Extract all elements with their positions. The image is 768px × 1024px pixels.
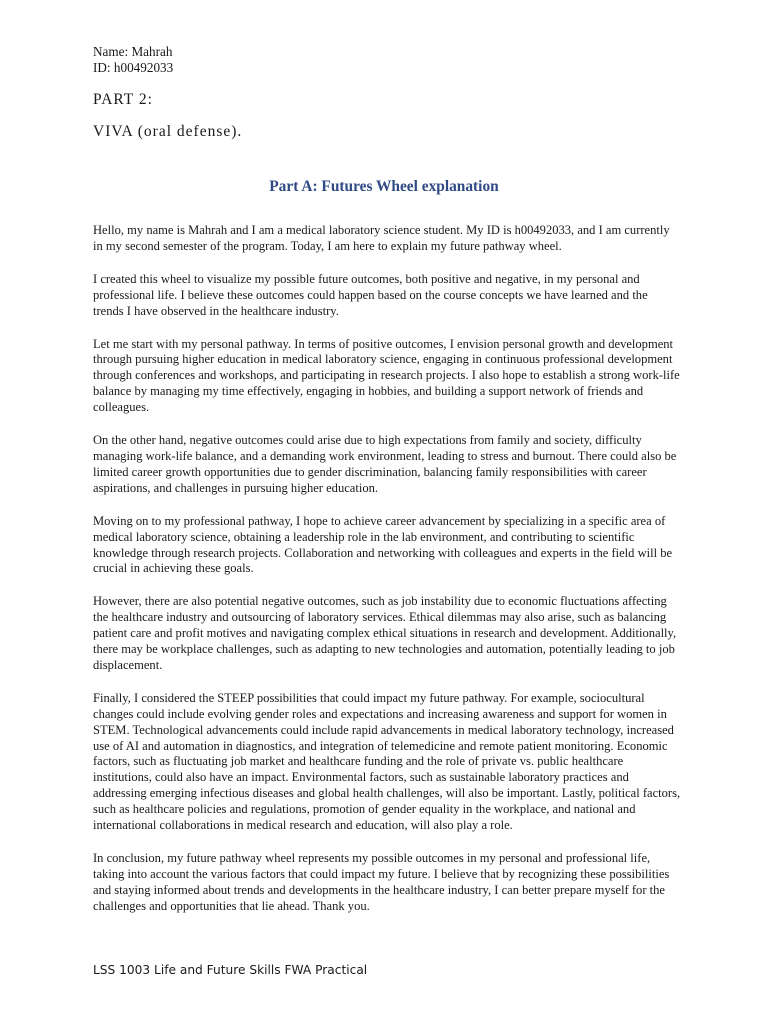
viva-heading: VIVA (oral defense). bbox=[93, 123, 243, 140]
page-footer: LSS 1003 Life and Future Skills FWA Practical bbox=[93, 963, 368, 977]
part-heading: PART 2: bbox=[93, 91, 153, 108]
paragraph-personal-negative: On the other hand, negative outcomes could arise due to high expectations from family and society, difficulty managing work-life balance, and a demanding work environment, leading to stress and burnout. There could also be limited career growth opportunities due to gender discrimination, balancing family responsibilities with career aspirations, and challenges in pursuing higher education. bbox=[93, 433, 677, 495]
paragraph-intro: Hello, my name is Mahrah and I am a medical laboratory science student. My ID is h00492033, and I am currently in my second semester of the program. Today, I am here to explain my future pathway wheel. bbox=[93, 223, 670, 253]
student-name: Name: Mahrah bbox=[93, 44, 173, 59]
body-text bbox=[93, 223, 681, 932]
paragraph-professional-negative: However, there are also potential negative outcomes, such as job instability due to economic fluctuations affecting the healthcare industry and outsourcing of laboratory services. Ethical dilemmas may also arise, such as balancing patient care and profit motives and navigating complex ethical situations in research and development. Additionally, there may be workplace challenges, such as adapting to new technologies and automation, potentially leading to job displacement. bbox=[93, 594, 677, 672]
paragraph-purpose: I created this wheel to visualize my possible future outcomes, both positive and negative, in my personal and professional life. I believe these outcomes could happen based on the course concepts we have learned and the trends I have observed in the healthcare industry. bbox=[93, 271, 648, 318]
paragraph-professional-positive: Moving on to my professional pathway, I hope to achieve career advancement by specializing in a specific area of medical laboratory science, obtaining a leadership role in the lab environment, and contributing to scientific knowledge through research projects. Collaboration and networking with colleagues and experts in the field will be crucial in achieving these goals. bbox=[93, 513, 673, 576]
section-title: Part A: Futures Wheel explanation bbox=[269, 178, 499, 195]
paragraph-conclusion: In conclusion, my future pathway wheel represents my possible outcomes in my personal and professional life, taking into account the various factors that could impact my future. I believe that by recognizing these possibilities and staying informed about trends and developments in the healthcare industry, I can better prepare myself for the challenges and opportunities that lie ahead. Thank you. bbox=[93, 851, 670, 913]
paragraph-personal-positive: Let me start with my personal pathway. In terms of positive outcomes, I envision personal growth and development through pursuing higher education in medical laboratory science, engaging in continuous professional development through conferences and workshops, and participating in research projects. I also hope to establish a strong work-life balance by managing my time effectively, engaging in hobbies, and building a support network of friends and colleagues. bbox=[93, 336, 680, 415]
paragraph-steep: Finally, I considered the STEEP possibilities that could impact my future pathway. For example, sociocultural changes could include evolving gender roles and expectations and increasing awareness and support for women in STEM. Technological advancements could include rapid advancements in medical laboratory technology, increased use of AI and automation in diagnostics, and integration of telemedicine and remote patient monitoring. Economic factors, such as fluctuating job market and healthcare funding and the role of private vs. public healthcare institutions, could also have an impact. Environmental factors, such as sustainable laboratory practices and addressing emerging infectious diseases and global health challenges, will also be important. Lastly, political factors, such as healthcare policies and regulations, promotion of gender equality in the workplace, and national and international collaborations in medical research and education, will also play a role. bbox=[93, 690, 681, 833]
student-id: ID: h00492033 bbox=[93, 60, 174, 75]
